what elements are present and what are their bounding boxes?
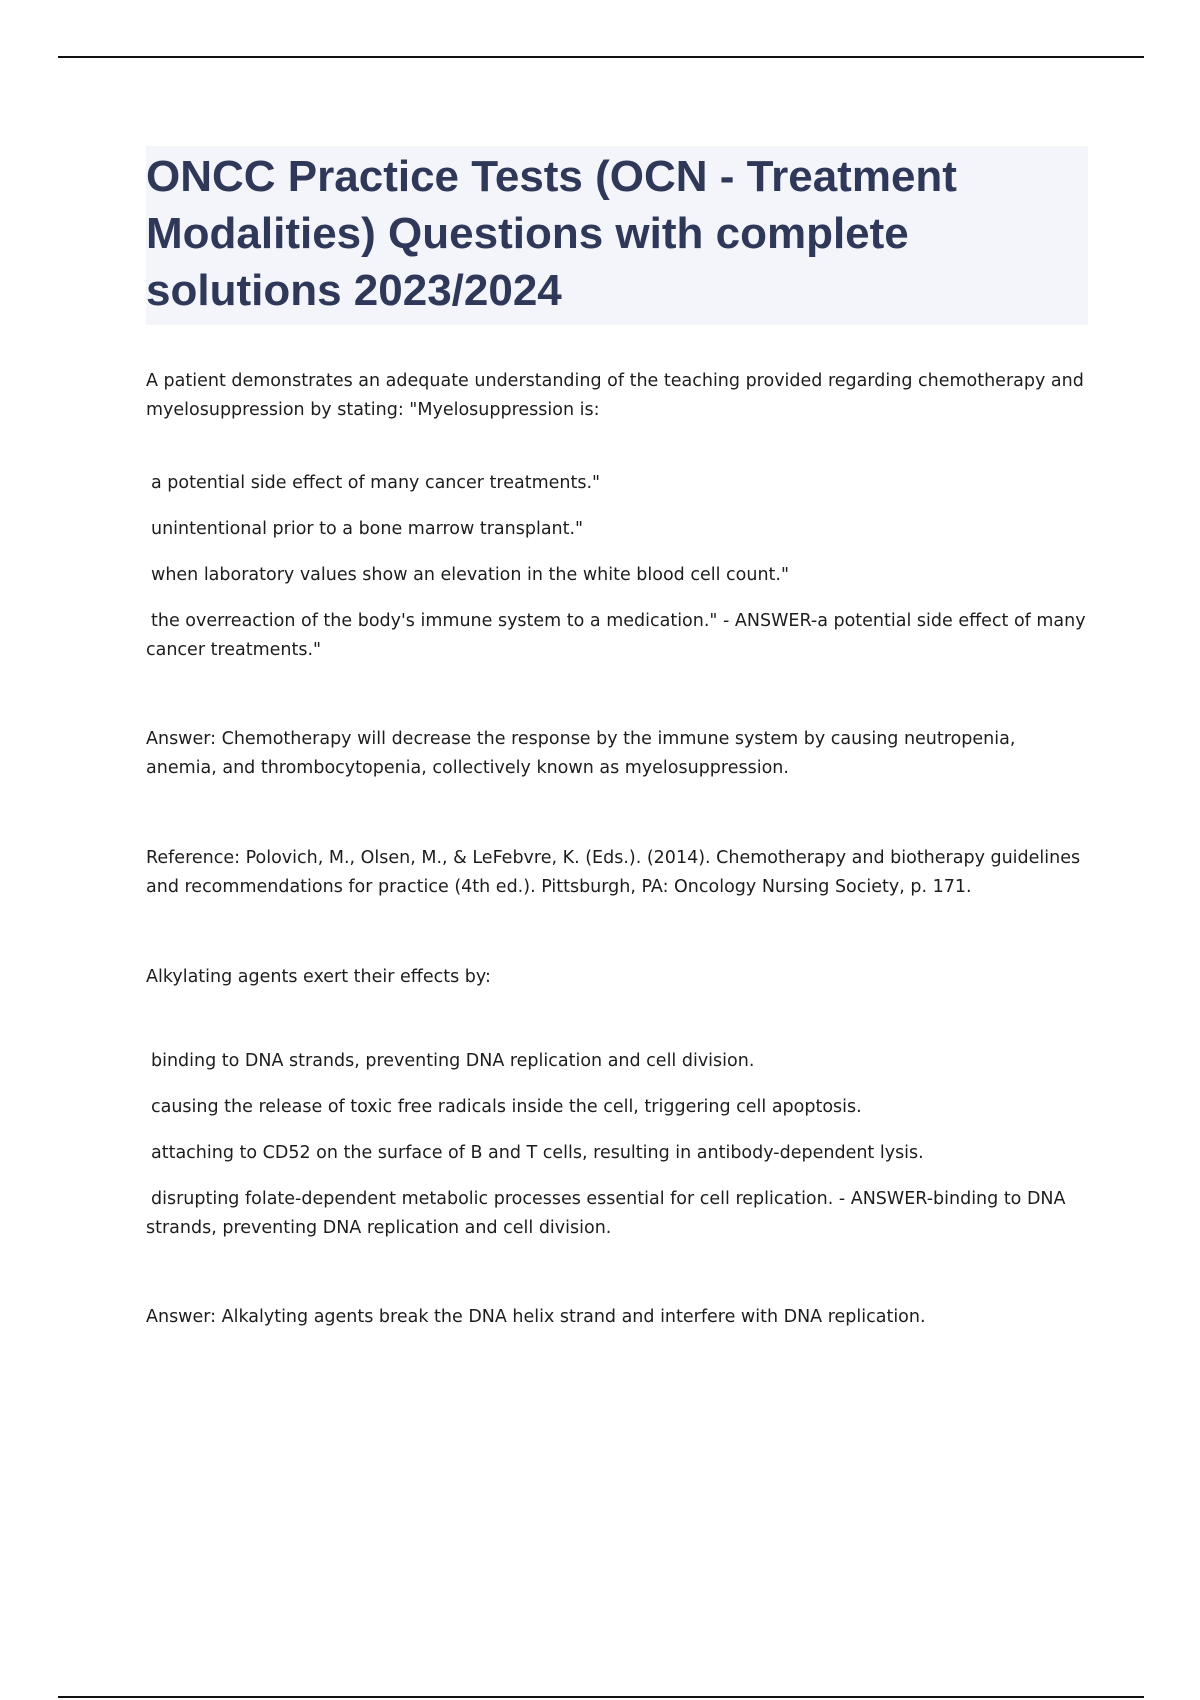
reference-citation: Reference: Polovich, M., Olsen, M., & LeFebvre, K. (Eds.). (2014). Chemotherapy and biotherapy guidelines and recommendations for practice (4th ed.). Pittsburgh, PA: Oncology Nursing Society, p. 171. bbox=[146, 848, 1081, 897]
option-item: attaching to CD52 on the surface of B and T cells, resulting in antibody-dependent lysis. bbox=[151, 1143, 924, 1163]
option-item: binding to DNA strands, preventing DNA replication and cell division. bbox=[151, 1051, 755, 1071]
question-prompt: Alkylating agents exert their effects by: bbox=[146, 967, 491, 987]
title-banner bbox=[146, 146, 1088, 325]
answer-explanation: Answer: Chemotherapy will decrease the response by the immune system by causing neutropenia, anemia, and thrombocytopenia, collectively known as myelosuppression. bbox=[146, 729, 1016, 778]
option-list bbox=[146, 469, 1088, 665]
option-item: causing the release of toxic free radicals inside the cell, triggering cell apoptosis. bbox=[151, 1097, 862, 1117]
header-rule bbox=[58, 56, 1144, 58]
option-item: the overreaction of the body's immune system to a medication." - ANSWER-a potential side effect of many cancer treatments." bbox=[146, 611, 1086, 660]
document-body bbox=[146, 146, 1088, 1332]
question-prompt: A patient demonstrates an adequate understanding of the teaching provided regarding chemotherapy and myelosuppression by stating: "Myelosuppression is: bbox=[146, 371, 1084, 420]
option-item: disrupting folate-dependent metabolic processes essential for cell replication. - ANSWER-binding to DNA strands, preventing DNA replication and cell division. bbox=[146, 1189, 1066, 1238]
option-item: when laboratory values show an elevation in the white blood cell count." bbox=[151, 565, 790, 585]
option-item: unintentional prior to a bone marrow transplant." bbox=[151, 519, 584, 539]
question-block-1 bbox=[146, 367, 1088, 902]
footer-rule bbox=[58, 1696, 1144, 1698]
option-list bbox=[146, 1047, 1088, 1243]
question-block-2 bbox=[146, 963, 1088, 1332]
option-item: a potential side effect of many cancer treatments." bbox=[151, 473, 601, 493]
document-title: ONCC Practice Tests (OCN - Treatment Modalities) Questions with complete solutions 2023/2024 bbox=[146, 152, 957, 315]
answer-explanation: Answer: Alkalyting agents break the DNA helix strand and interfere with DNA replication. bbox=[146, 1307, 926, 1327]
